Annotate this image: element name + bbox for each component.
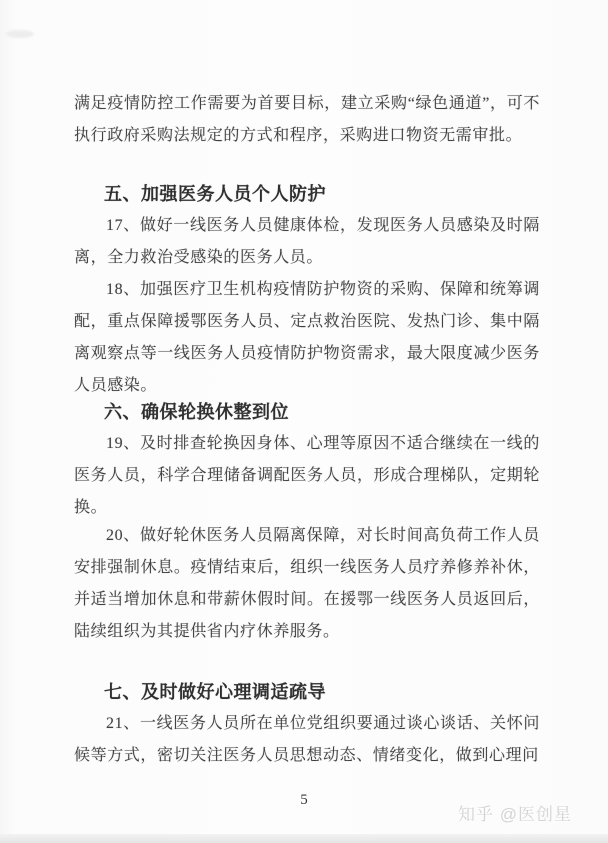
section-heading: 六、确保轮换休整到位	[104, 402, 289, 422]
paragraph: 17、做好一线医务人员健康体检，发现医务人员感染及时隔离，全力救治受感染的医务人员。	[74, 217, 540, 266]
page-number: 5	[300, 792, 308, 808]
paragraph: 满足疫情防控工作需要为首要目标，建立采购“绿色通道”，可不执行政府采购法规定的方式和程序，采购进口物资无需审批。	[74, 95, 540, 144]
scan-artifact	[6, 30, 34, 38]
paragraph: 20、做好轮休医务人员隔离保障，对长时间高负荷工作人员安排强制休息。疫情结束后，组织一线医务人员疗养修养补休，并适当增加休息和带薪休假时间。在援鄂一线医务人员返回后，陆续组织为其提供省内疗休养服务。	[74, 527, 540, 640]
section-heading: 七、及时做好心理调适疏导	[104, 682, 326, 702]
paragraph: 19、及时排查轮换因身体、心理等原因不适合继续在一线的医务人员，科学合理储备调配医务人员，形成合理梯队，定期轮换。	[74, 435, 540, 516]
scan-edge	[0, 834, 608, 843]
paragraph: 18、加强医疗卫生机构疫情防护物资的采购、保障和统筹调配，重点保障援鄂医务人员、定点救治医院、发热门诊、集中隔离观察点等一线医务人员疫情防护物资需求，最大限度减少医务人员感染。	[74, 281, 540, 394]
watermark: 知乎 @医创星	[458, 805, 572, 824]
document-body	[74, 88, 540, 772]
section-heading: 五、加强医务人员个人防护	[104, 184, 326, 204]
paragraph: 21、一线医务人员所在单位党组织要通过谈心谈话、关怀问候等方式，密切关注医务人员思想动态、情绪变化，做到心理问	[74, 715, 540, 764]
